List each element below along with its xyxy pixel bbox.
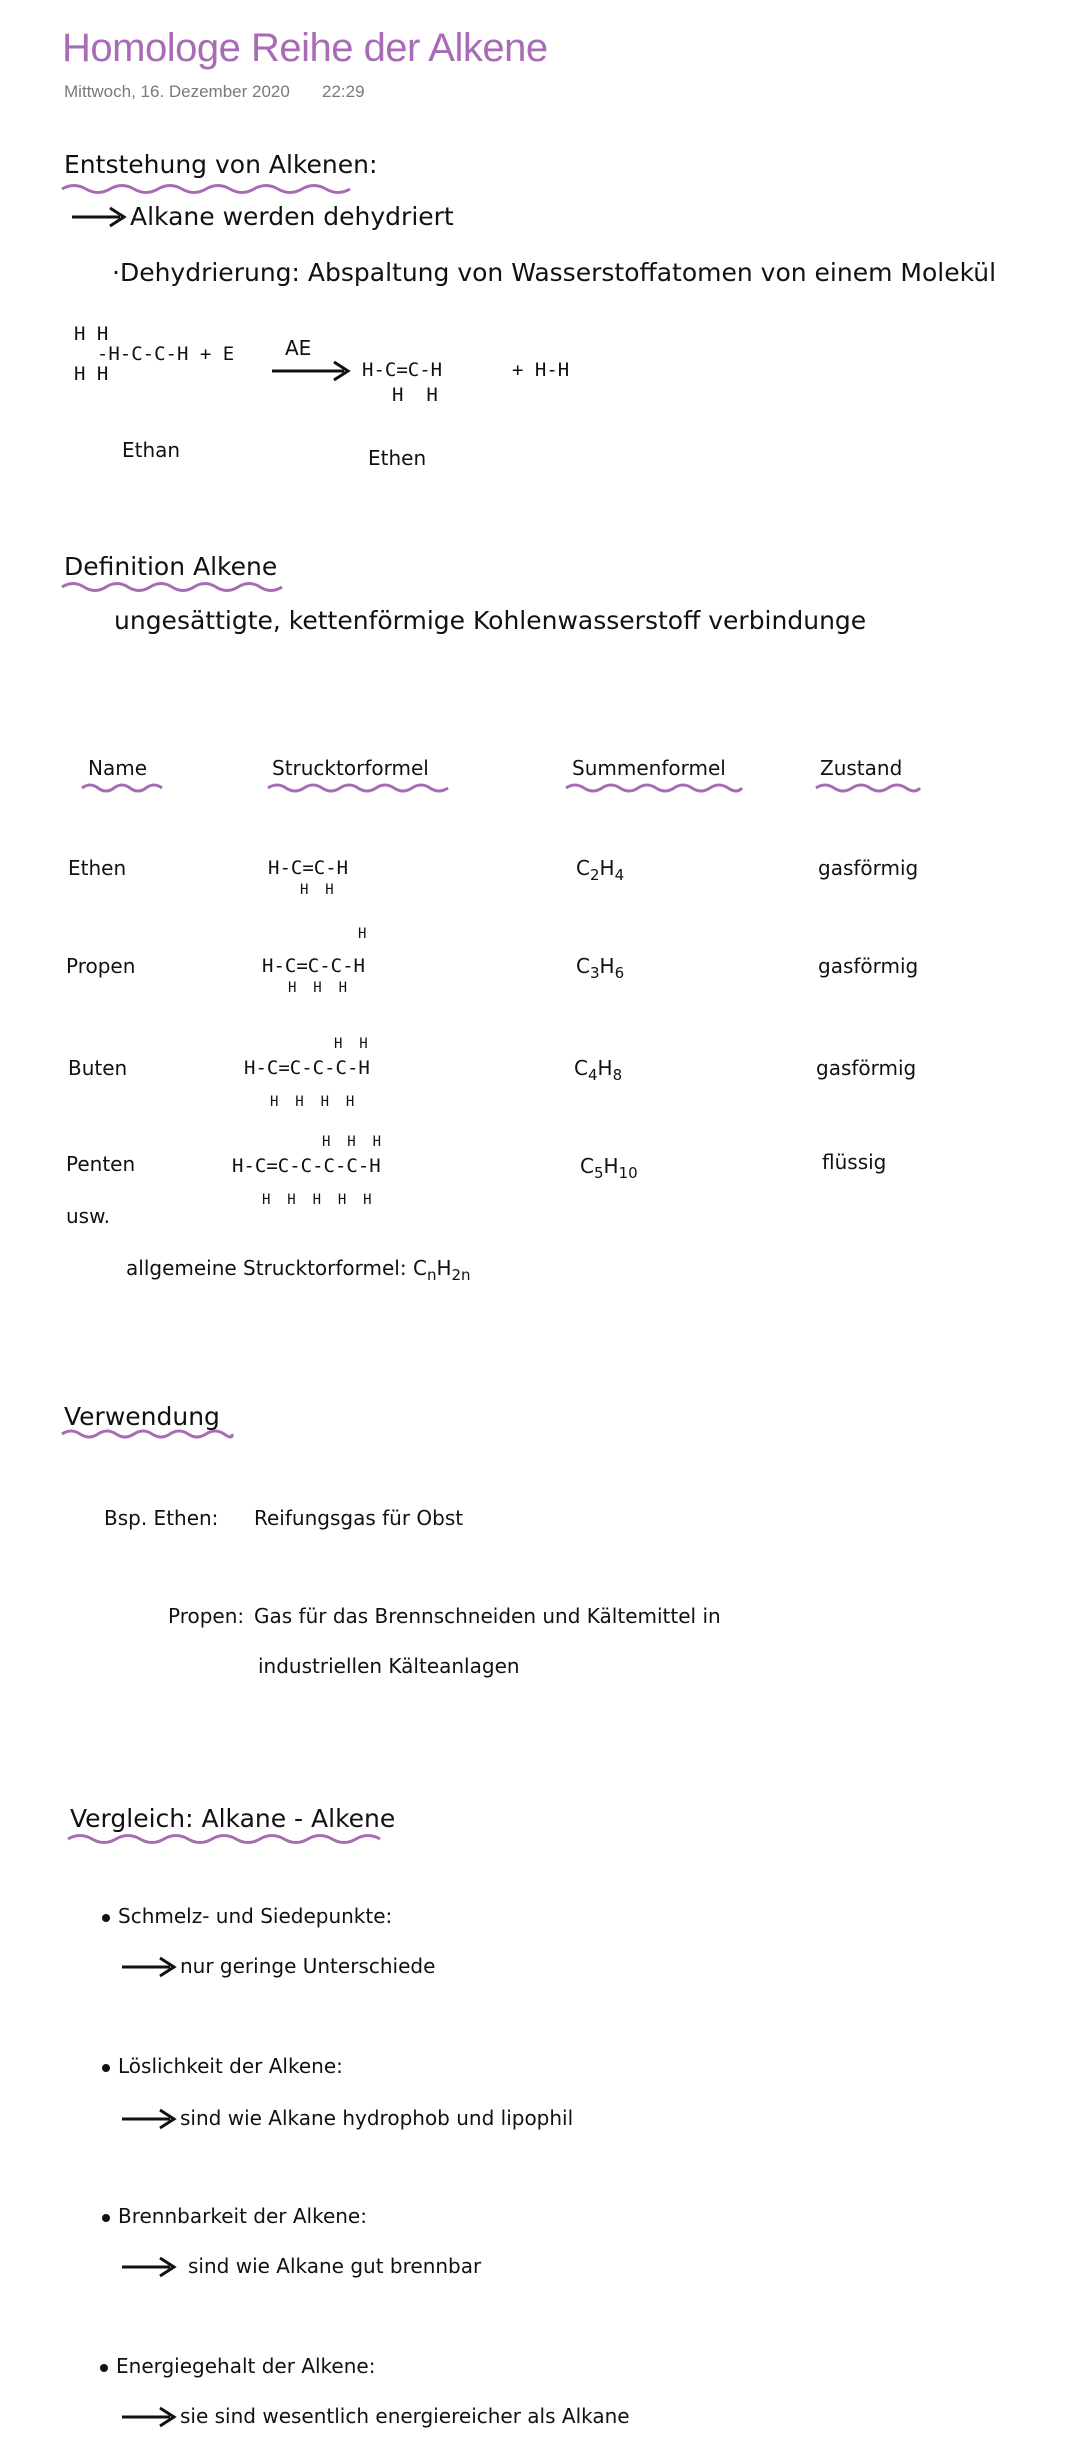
- wavy-underline: [268, 782, 456, 794]
- right-arrow-icon: [122, 1956, 178, 1978]
- table-etc: usw.: [66, 1204, 110, 1228]
- section-heading-vergleich: Vergleich: Alkane - Alkene: [70, 1804, 396, 1833]
- verwendung-propen-text-2: industriellen Kälteanlagen: [258, 1654, 520, 1678]
- table-row-name: Propen: [66, 954, 136, 978]
- table-row-formula-top: H: [358, 926, 367, 942]
- product-h-bottom: H H: [392, 384, 438, 406]
- verwendung-ethen-label: Bsp. Ethen:: [104, 1506, 219, 1530]
- bullet-icon: [102, 2214, 110, 2222]
- table-row-formula-top: H H: [334, 1036, 368, 1052]
- list-item-detail: sind wie Alkane gut brennbar: [188, 2254, 482, 2278]
- page-title: Homologe Reihe der Alkene: [62, 26, 548, 70]
- table-row-sum-formula: $C_4H_8$: [574, 1056, 623, 1084]
- reactant-name: Ethan: [122, 438, 181, 462]
- reactant-formula: H H -H-C-C-H + E H H: [74, 323, 235, 385]
- table-header-name: Name: [88, 756, 148, 780]
- list-item-detail: sie sind wesentlich energiereicher als Alkane: [180, 2404, 630, 2428]
- table-row-name: Penten: [66, 1152, 136, 1176]
- right-arrow-icon: [122, 2108, 178, 2130]
- table-row-formula-top: H H H: [322, 1134, 382, 1150]
- table-row-state: flüssig: [822, 1150, 887, 1174]
- wavy-underline: [62, 1428, 232, 1440]
- wavy-underline: [68, 1832, 388, 1846]
- reaction-arrow-icon: [272, 360, 352, 382]
- table-row-formula-bottom: H H H H: [270, 1094, 355, 1110]
- table-row-sum-formula: $C_2H_4$: [576, 856, 625, 884]
- table-header-strukturformel: Strucktorformel: [272, 756, 429, 780]
- wavy-underline: [82, 782, 162, 794]
- table-row-state: gasförmig: [818, 954, 919, 978]
- section-heading-verwendung: Verwendung: [64, 1402, 220, 1431]
- table-row-formula-bottom: H H H H H: [262, 1192, 372, 1208]
- right-arrow-icon: [72, 206, 128, 228]
- reaction-label: AE: [285, 336, 312, 360]
- list-item: Brennbarkeit der Alkene:: [102, 2204, 367, 2228]
- verwendung-propen-label: Propen:: [168, 1604, 245, 1628]
- wavy-underline: [566, 782, 742, 794]
- page-date: Mittwoch, 16. Dezember 2020: [64, 82, 290, 101]
- list-item-detail: nur geringe Unterschiede: [180, 1954, 436, 1978]
- wavy-underline: [62, 182, 362, 196]
- table-row-name: Ethen: [68, 856, 127, 880]
- entstehung-arrow-text: Alkane werden dehydriert: [130, 202, 454, 231]
- table-row-sum-formula: $C_5H_{10}$: [580, 1154, 638, 1182]
- table-row-formula: H-C=C-H: [268, 857, 349, 879]
- definition-text: ungesättigte, kettenförmige Kohlenwasserstoff verbindunge: [114, 606, 867, 635]
- dehydrierung-definition: ·Dehydrierung: Abspaltung von Wasserstoffatomen von einem Molekül: [112, 258, 997, 287]
- table-header-summenformel: Summenformel: [572, 756, 726, 780]
- list-item: Schmelz- und Siedepunkte:: [102, 1904, 392, 1928]
- table-row-formula: H-C=C-C-C-H: [244, 1057, 370, 1079]
- bullet-icon: [102, 1914, 110, 1922]
- bullet-icon: [102, 2064, 110, 2072]
- table-row-sum-formula: $C_3H_6$: [576, 954, 625, 982]
- table-header-zustand: Zustand: [820, 756, 903, 780]
- general-formula: allgemeine Strucktorformel: $C_nH_{2n}$: [126, 1256, 471, 1284]
- right-arrow-icon: [122, 2256, 178, 2278]
- list-item: Löslichkeit der Alkene:: [102, 2054, 343, 2078]
- list-item: Energiegehalt der Alkene:: [100, 2354, 375, 2378]
- table-row-formula-bottom: H H: [300, 882, 334, 898]
- section-heading-definition: Definition Alkene: [64, 552, 278, 581]
- verwendung-propen-text-1: Gas für das Brennschneiden und Kältemittel in: [254, 1604, 721, 1628]
- wavy-underline: [816, 782, 920, 794]
- table-row-formula-bottom: H H H: [288, 980, 348, 996]
- table-row-formula: H-C=C-C-H: [262, 955, 365, 977]
- wavy-underline: [62, 580, 282, 594]
- section-heading-entstehung: Entstehung von Alkenen:: [64, 150, 378, 179]
- table-row-formula: H-C=C-C-C-C-H: [232, 1155, 381, 1177]
- product-formula: H-C=C-H: [362, 359, 443, 381]
- verwendung-ethen-text: Reifungsgas für Obst: [254, 1506, 464, 1530]
- byproduct-formula: + H-H: [512, 359, 570, 381]
- table-row-state: gasförmig: [816, 1056, 917, 1080]
- page-time: 22:29: [322, 82, 365, 101]
- bullet-icon: [100, 2364, 108, 2372]
- table-row-state: gasförmig: [818, 856, 919, 880]
- list-item-detail: sind wie Alkane hydrophob und lipophil: [180, 2106, 574, 2130]
- table-row-name: Buten: [68, 1056, 128, 1080]
- product-name: Ethen: [368, 446, 427, 470]
- right-arrow-icon: [122, 2406, 178, 2428]
